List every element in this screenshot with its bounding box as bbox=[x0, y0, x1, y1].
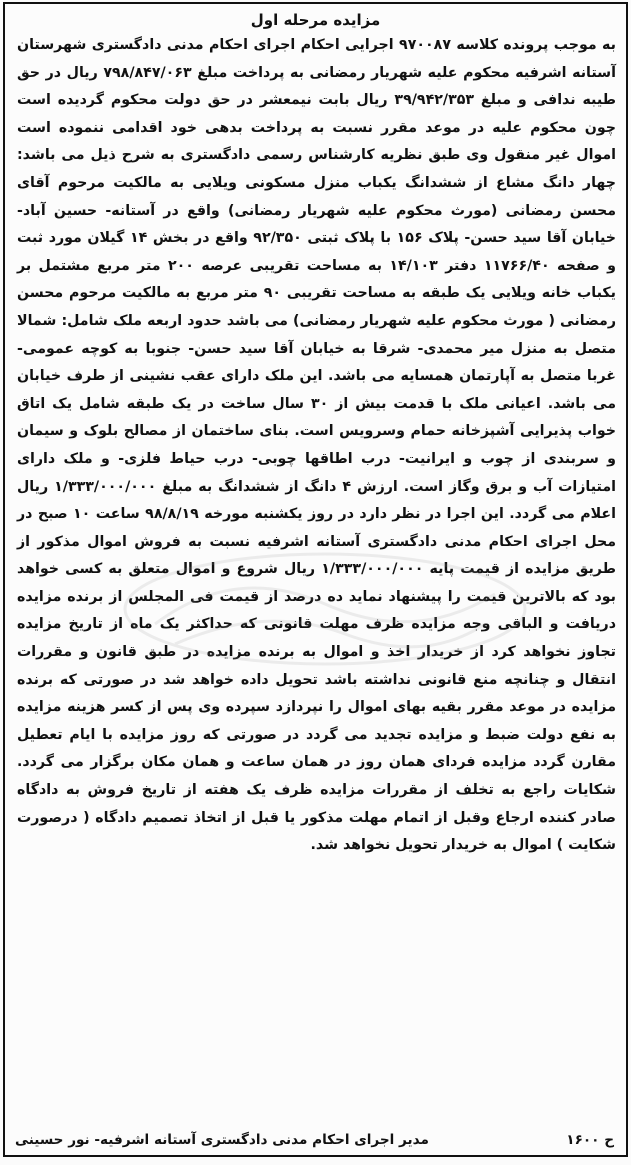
notice-title: مزایده مرحله اول bbox=[250, 11, 381, 29]
notice-footer bbox=[15, 1129, 614, 1151]
notice-body: به موجب پرونده کلاسه ۹۷۰۰۸۷ اجرایی احکام اجرای احکام مدنی دادگستری شهرستان آستانه اشرفیه محکوم علیه شهریار رمضانی به پرداخت مبلغ ۷۹۸/۸۴۷/۰۶۳ ریال در حق طیبه ندافی و مبلغ ۳۹/۹۴۲/۳۵۳ ریال بابت نیمعشر در حق دولت محکوم گردیده است چون محکوم علیه در موعد مقرر نسبت به پرداخت بدهی خود اقدامی ننموده است اموال غیر منقول وی طبق نظریه کارشناس رسمی دادگستری به شرح ذیل می باشد: چهار دانگ مشاع از ششدانگ یکباب منزل مسکونی ویلایی به مالکیت مرحوم آقای محسن رمضانی (مورث محکوم علیه شهریار رمضانی) واقع در آستانه- حسین آباد- خیابان آقا سید حسن- پلاک ۱۵۶ با پلاک ثبتی ۹۲/۳۵۰ واقع در بخش ۱۴ گیلان مورد ثبت و صفحه ۱۱۷۶۶/۴۰ دفتر ۱۴/۱۰۳ به مساحت تقریبی عرصه ۲۰۰ متر مربع مشتمل بر یکباب خانه ویلایی یک طبقه به مساحت تقریبی ۹۰ متر مربع به مالکیت مرحوم محسن رمضانی ( مورث محکوم علیه شهریار رمضانی) می باشد حدود اربعه ملک شامل: شمالا متصل به منزل میر محمدی- شرقا به خیابان آقا سید حسن- جنوبا به کوچه عمومی- غربا متصل به آپارتمان همسایه می باشد. این ملک دارای عقب نشینی از طرف خیابان می باشد. اعیانی ملک با قدمت بیش از ۳۰ سال ساخت در یک طبقه شامل یک اتاق خواب پذیرایی آشپزخانه حمام وسرویس است. بنای ساختمان از مصالح بلوک و سیمان و سربندی از چوب و ایرانیت- درب اطاقها چوبی- درب حیاط فلزی- و ملک دارای امتیازات آب و برق وگاز است. ارزش ۴ دانگ از ششدانگ به مبلغ ۱/۳۳۳/۰۰۰/۰۰۰ ریال اعلام می گردد. این اجرا در نظر دارد در روز یکشنبه مورخه ۹۸/۸/۱۹ ساعت ۱۰ صبح در محل اجرای احکام مدنی دادگستری آستانه اشرفیه نسبت به فروش اموال مذکور از طریق مزایده از قیمت پایه ۱/۳۳۳/۰۰۰/۰۰۰ ریال شروع و اموال متعلق به کسی خواهد بود که بالاترین قیمت را پیشنهاد نماید ده درصد از قیمت فی المجلس از برنده مزایده دریافت و الباقی وجه مزایده ظرف مهلت قانونی که حداکثر یک ماه از تاریخ مزایده تجاوز نخواهد کرد از خریدار اخذ و اموال به برنده مزایده در طبق قانون و مقررات انتقال و چنانچه منع قانونی نداشته باشد تحویل داده خواهد شد در صورتی که برنده مزایده در موعد مقرر بقیه بهای اموال را نپردازد سپرده وی پس از کسر هزینه مزایده به نفع دولت ضبط و مزایده تجدید می گردد در صورتی که روز مزایده با ایام تعطیل مقارن گردد مزایده فردای همان روز در همان ساعت و همان مکان برگزار می گردد. شکایات راجع به تخلف از مقررات مزایده ظرف یک هفته از تاریخ فروش به دادگاه صادر کننده ارجاع وقبل از اتمام مهلت مذکور یا قبل از اتخاذ تصمیم دادگاه ( درصورت شکایت ) اموال به خریدار تحویل نخواهد شد. bbox=[17, 37, 617, 854]
footer-code: ح ۱۶۰۰ bbox=[566, 1132, 614, 1148]
notice-frame bbox=[3, 2, 628, 1157]
footer-signature: مدیر اجرای احکام مدنی دادگستری آستانه اشرفیه- نور حسینی bbox=[15, 1132, 429, 1148]
